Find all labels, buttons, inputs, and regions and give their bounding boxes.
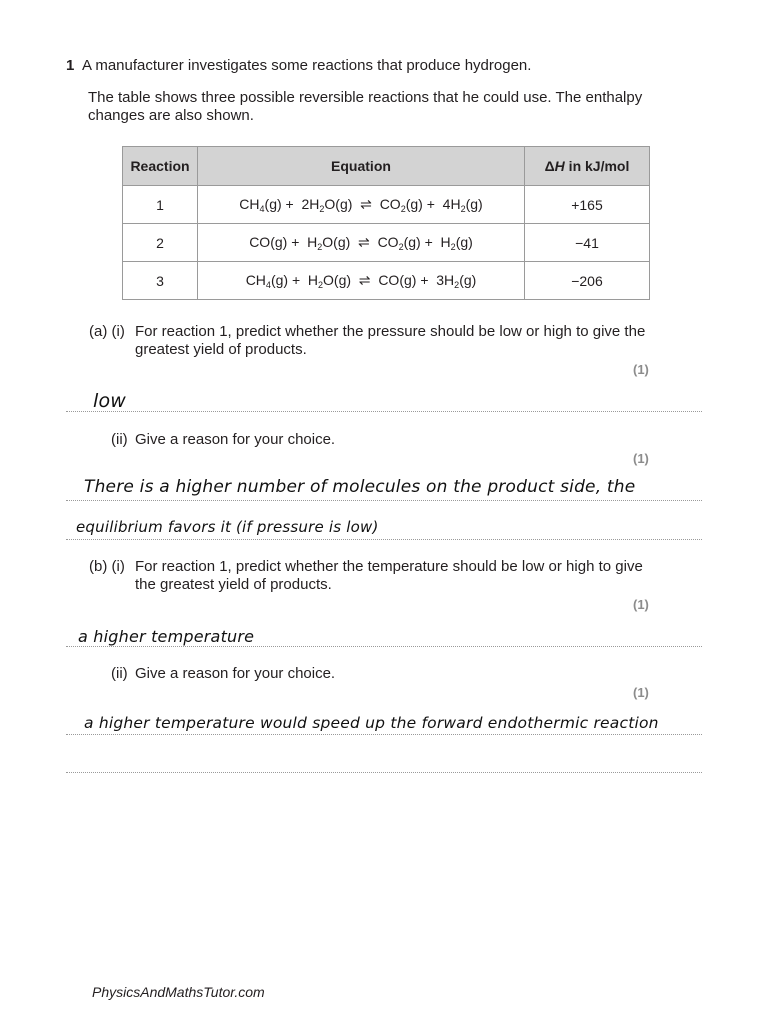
- equation-cell: $CH_4(g) + H_2O(g)$ ⇌ $CO(g) + 3H_2(g)$: [198, 262, 525, 300]
- question-description: The table shows three possible reversible reactions that he could use. The enthalpy changes are also shown.: [88, 89, 643, 124]
- part-a-i-mark: (1): [633, 362, 649, 377]
- answer-line: [66, 646, 702, 647]
- answer-b-i: a higher temperature: [78, 627, 255, 646]
- answer-line: [66, 411, 702, 412]
- part-b-i-question: For reaction 1, predict whether the temperature should be low or high to give the greatest yield of products.: [135, 558, 643, 593]
- part-a-ii-question: Give a reason for your choice.: [135, 431, 336, 448]
- header-reaction: Reaction: [123, 147, 198, 186]
- reaction-number-cell: 1: [123, 186, 198, 224]
- answer-a-ii-line2: equilibrium favors it (if pressure is low): [76, 518, 379, 536]
- reaction-number-cell: 2: [123, 224, 198, 262]
- enthalpy-cell: −41: [525, 224, 650, 262]
- table-row: [123, 224, 650, 262]
- answer-a-ii-line1: There is a higher number of molecules on the product side, the: [84, 477, 636, 497]
- part-b-ii-mark: (1): [633, 685, 649, 700]
- part-b-i-mark: (1): [633, 597, 649, 612]
- answer-line: [66, 500, 702, 501]
- part-a-ii-label: (ii): [111, 431, 128, 448]
- answer-line: [66, 734, 702, 735]
- enthalpy-cell: −206: [525, 262, 650, 300]
- part-a-i-question: For reaction 1, predict whether the pressure should be low or high to give the greatest yield of products.: [135, 323, 646, 358]
- part-b-ii-label: (ii): [111, 665, 128, 682]
- question-intro: A manufacturer investigates some reactions that produce hydrogen.: [82, 57, 532, 74]
- answer-line: [66, 539, 702, 540]
- header-equation: Equation: [198, 147, 525, 186]
- equation-cell: $CH_4(g) + 2H_2O(g)$ ⇌ $CO_2(g) + 4H_2(g)$: [198, 186, 525, 224]
- question-number: 1: [66, 57, 75, 74]
- part-b-ii-question: Give a reason for your choice.: [135, 665, 336, 682]
- enthalpy-cell: +165: [525, 186, 650, 224]
- answer-line: [66, 772, 702, 773]
- answer-a-i: low: [93, 390, 127, 412]
- table-row: [123, 262, 650, 300]
- table-header-row: [123, 147, 650, 186]
- reaction-number-cell: 3: [123, 262, 198, 300]
- part-a-ii-mark: (1): [633, 451, 649, 466]
- equation-cell: $CO(g) + H_2O(g)$ ⇌ $CO_2(g) + H_2(g)$: [198, 224, 525, 262]
- part-b-i-label: (b) (i): [89, 558, 125, 575]
- header-enthalpy: ΔH in kJ/mol: [525, 147, 650, 186]
- reactions-table: [122, 146, 650, 300]
- part-a-i-label: (a) (i): [89, 323, 125, 340]
- footer-source: PhysicsAndMathsTutor.com: [92, 984, 265, 1000]
- table-row: [123, 186, 650, 224]
- answer-b-ii: a higher temperature would speed up the forward endothermic reaction: [84, 714, 659, 732]
